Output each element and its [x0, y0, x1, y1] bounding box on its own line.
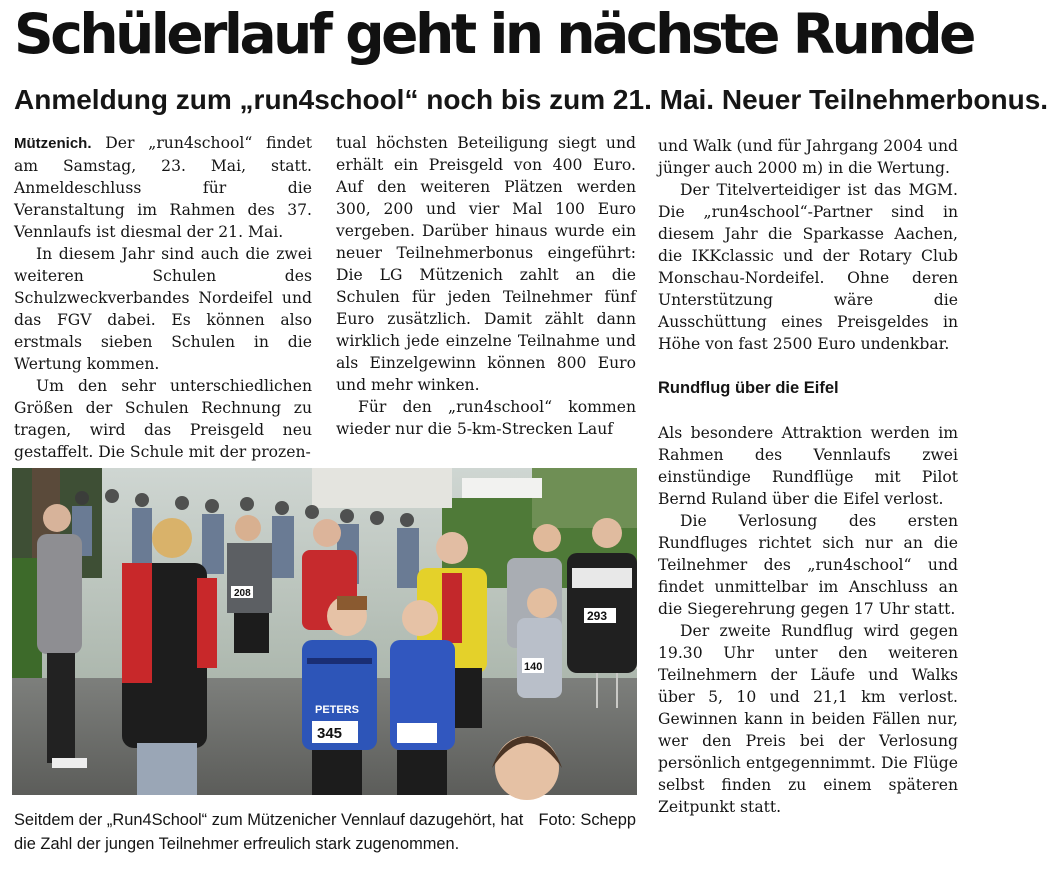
paragraph: In diesem Jahr sind auch die zwei weiteren Schulen des Schulzweckverbandes Nordeifel und das FGV dabei. Es können also erstmals sieben Schulen in die Wertung kommen.: [14, 245, 312, 373]
article-photo: [12, 468, 637, 795]
paragraph: Der zweite Rundflug wird gegen 19.30 Uhr unter den weiteren Teilnehmern der Läufe und Walks über 5, 10 und 21,1 km verlost. Gewinnen kann in beiden Fällen nur, wer den Preis bei der Verlosung persönlich entgegennimmt. Die Flüge selbst finden zu einem späteren Zeitpunkt statt.: [658, 622, 958, 816]
paragraph: und Walk (und für Jahrgang 2004 und jünger auch 2000 m) in die Wertung.: [658, 137, 958, 177]
subhead-emphasis: „run4school“: [239, 84, 419, 115]
paragraph: Der Titelverteidiger ist das MGM. Die „run4school“-Partner sind in diesem Jahr die Sparkasse Aachen, die IKKclassic und der Rotary Club Monschau-Nordeifel. Ohne deren Unterstützung wäre die Ausschüttung eines Preisgeldes in Höhe von fast 2500 Euro undenkbar.: [658, 181, 958, 353]
caption-text: Seitdem der „Run4School“ zum Mützenicher Vennlauf dazugehört, hat die Zahl der jungen Teilnehmer erfreulich stark zugenommen.: [14, 811, 524, 853]
paragraph: [14, 132, 312, 243]
shirt-sponsor-text: PETERS: [315, 704, 360, 716]
bib-number: 208: [234, 588, 251, 599]
article-column-3: [658, 135, 958, 818]
bib-number: 345: [317, 725, 343, 742]
paragraph-text: Der „run4school“ findet am Samstag, 23. Mai, statt. Anmeldeschluss für die Veranstaltung im Rahmen des 37. Vennlaufs ist diesmal der 21. Mai.: [14, 134, 312, 241]
subhead-before: Anmeldung zum: [14, 84, 240, 115]
photo-credit: Foto: Schepp: [538, 811, 636, 829]
paragraph: Als besondere Attraktion werden im Rahmen des Vennlaufs zwei einstündige Rundflüge mit Pilot Bernd Ruland über die Eifel verlost.: [658, 424, 958, 508]
dateline: Mützenich.: [14, 135, 92, 152]
bib-number: 140: [524, 661, 543, 673]
bib-number: 293: [587, 609, 608, 623]
headline: Schülerlauf geht in nächste Runde: [14, 2, 974, 66]
section-subheading: Rundflug über die Eifel: [658, 379, 839, 397]
subhead-after: noch bis zum 21. Mai. Neuer Teilnehmerbonus.: [418, 84, 1048, 115]
paragraph: Für den „run4school“ kommen wieder nur die 5-km-Strecken Lauf: [336, 398, 636, 438]
subheadline: [14, 82, 1048, 118]
paragraph: Die Verlosung des ersten Rundfluges richtet sich nur an die Teilnehmer des „run4school“ und findet unmittelbar im Anschluss an die Siegerehrung gegen 17 Uhr statt.: [658, 512, 958, 618]
article-column-2: [336, 132, 636, 440]
photo-caption: [14, 808, 636, 856]
paragraph: Um den sehr unterschiedlichen Größen der Schulen Rechnung zu tragen, wird das Preisgeld neu gestaffelt. Die Schule mit der prozen-: [14, 377, 312, 461]
paragraph: tual höchsten Beteiligung siegt und erhält ein Preisgeld von 400 Euro. Auf den weiteren Plätzen werden 300, 200 und vier Mal 100 Euro vergeben. Darüber hinaus wurde ein neuer Teilnehmerbonus eingeführt: Die LG Mützenich zahlt an die Schulen für jeden Teilnehmer fünf Euro zusätzlich. Damit zählt dann wirklich jede einzelne Teilnahme und als Einzelgewinn können 800 Euro und mehr winken.: [336, 134, 636, 394]
article-column-1: [14, 132, 312, 463]
runners-photo-illustration: [12, 468, 637, 795]
